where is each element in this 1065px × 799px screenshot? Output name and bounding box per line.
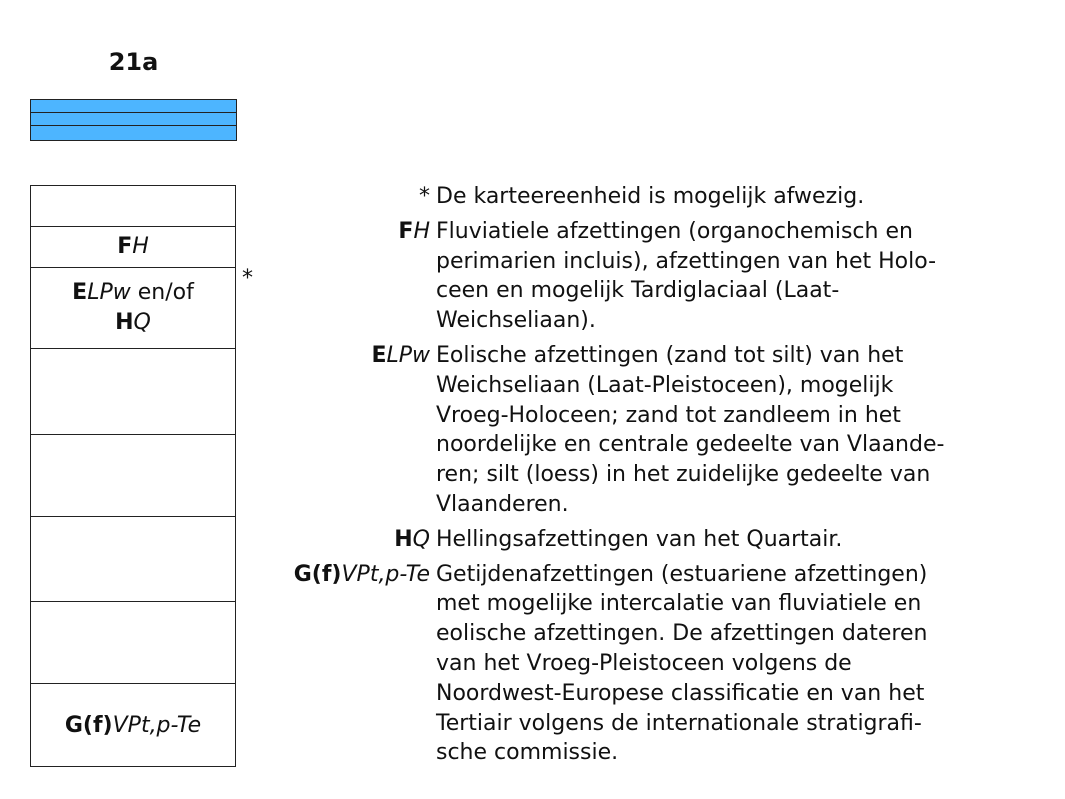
top-box-divider — [31, 125, 236, 126]
legend-code: G(f)VPt,p-Te — [293, 561, 430, 587]
legend-entry — [0, 525, 1065, 555]
legend-code: ELPw — [371, 342, 430, 368]
layer-label: ELPw en/of HQ — [72, 280, 194, 335]
legend-description: Hellingsafzettingen van het Quartair. — [436, 526, 843, 552]
legend-entry — [0, 182, 1065, 212]
layer-label: G(f)VPt,p-Te — [64, 713, 202, 738]
legend-description: Fluviatiele afzettingen (organochemisch en perimarien incluis), afzettingen van het Holo- ceen en mogelijk Tardiglaciaal (Laat- Weichseliaan). — [436, 218, 937, 334]
top-box-divider — [31, 112, 236, 113]
legend-entry — [0, 560, 1065, 769]
legend-description: Eolische afzettingen (zand tot silt) van het Weichseliaan (Laat-Pleistoceen), mogelijk Vroeg-Holoceen; zand tot zandleem in het noordelijke en centrale gedeelte van Vlaande- ren; silt (loess) in het zuidelijke gedeelte van Vlaanderen. — [436, 342, 945, 517]
optional-unit-asterisk: * — [242, 266, 253, 291]
legend-code: FH — [398, 218, 430, 244]
legend-description: Getijdenafzettingen (estuariene afzettingen) met mogelijke intercalatie van fluviatiele en eolische afzettingen. De afzettingen dateren van het Vroeg-Pleistoceen volgens de Noordwest-Europese classificatie en van het Tertiair volgens de internationale stratigrafi- sche commissie. — [436, 561, 928, 766]
legend-entry — [0, 217, 1065, 336]
legend-description: De karteereenheid is mogelijk afwezig. — [436, 184, 865, 209]
legend — [0, 182, 1065, 773]
section-title: 21a — [108, 48, 159, 76]
legend-code: HQ — [394, 526, 430, 552]
layer-label: FH — [117, 234, 149, 259]
legend-code: * — [419, 184, 430, 209]
legend-entry — [0, 341, 1065, 520]
top-layer-box — [30, 99, 237, 141]
